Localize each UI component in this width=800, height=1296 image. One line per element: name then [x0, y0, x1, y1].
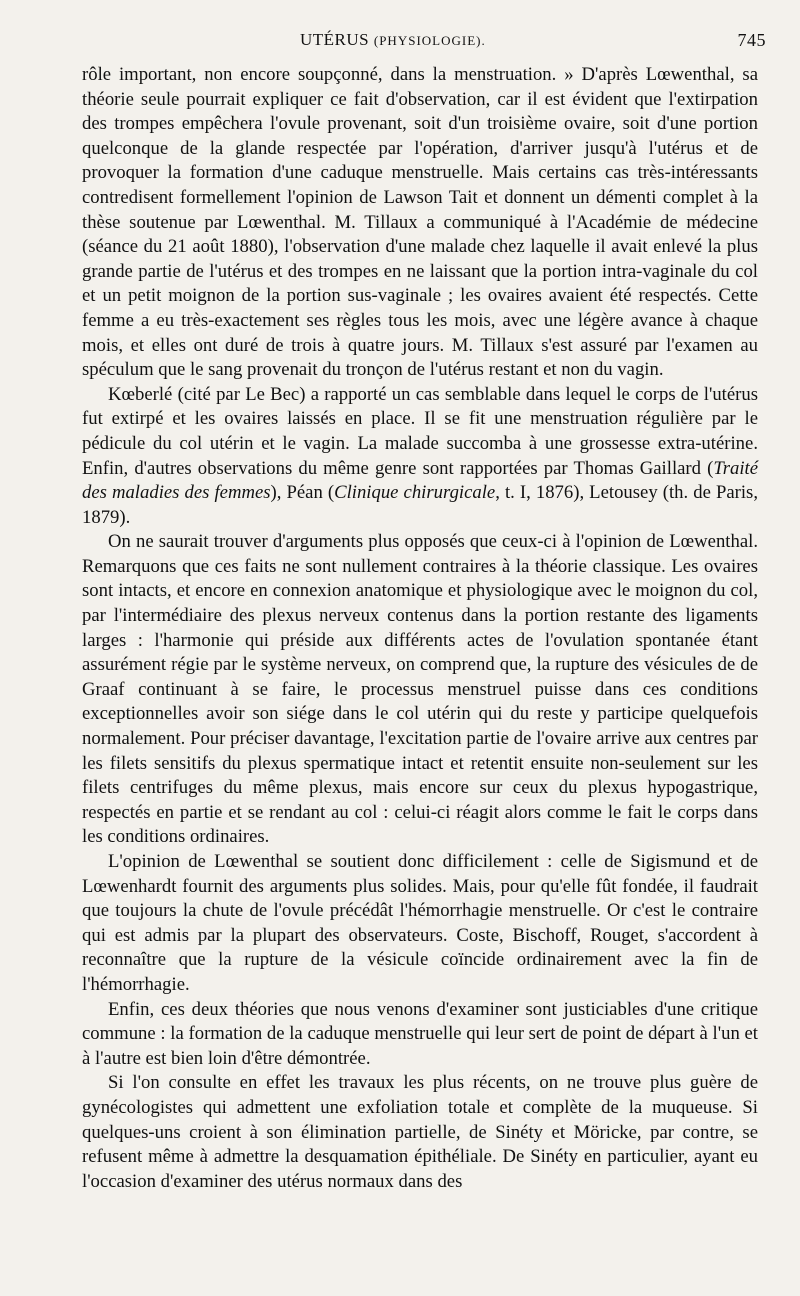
- citation-title-clinique: Clinique chirurgicale: [334, 482, 496, 504]
- paragraph-2-text-a: Kœberlé (cité par Le Bec) a rapporté un cas semblable dans lequel le corps de l'utérus fut extirpé et les ovaires laissés en place. Il se fit une menstruation régulière par le pédicule du col utérin et le vagin. La malade succomba à une grossesse extra-utérine. Enfin, d'autres observations du même genre sont rapportées par Thomas Gaillard (: [82, 383, 758, 479]
- running-title-subtitle: (PHYSIOLOGIE).: [373, 33, 486, 48]
- running-title: [300, 30, 486, 50]
- running-header: [80, 30, 766, 56]
- paragraph-6: Si l'on consulte en effet les travaux les plus récents, on ne trouve plus guère de gynécologistes qui admettent une exfoliation totale et complète de la muqueuse. Si quelques-uns croient à son élimination partielle, de Sinéty et Möricke, par contre, se refusent même à admettre la desquamation épithéliale. De Sinéty en particulier, ayant eu l'occasion d'examiner des utérus normaux dans des: [82, 1072, 758, 1192]
- page-body: [82, 63, 758, 1194]
- page-number: 745: [737, 30, 766, 50]
- paragraph-3: On ne saurait trouver d'arguments plus opposés que ceux-ci à l'opinion de Lœwenthal. Remarquons que ces faits ne sont nullement contraires à la théorie classique. Les ovaires sont intacts, et encore en connexion anatomique et physiologique avec le moignon du col, par l'intermédiaire des plexus nerveux contenus dans la portion restante des ligaments larges : l'harmonie qui préside aux différents actes de l'ovulation spontanée étant assurément régie par le système nerveux, on comprend que, la rupture des vésicules de de Graaf continuant à se faire, le processus menstruel puisse dans ces conditions exceptionnelles avoir son siége dans le col utérin qui du reste y participe quelquefois normalement. Pour préciser davantage, l'excitation partie de l'ovaire arrive aux centres par les filets sensitifs du plexus spermatique intact et retentit ensuite non-seulement sur les filets centrifuges du même plexus, mais encore sur ceux du plexus hypogastrique, respectés en partie et se rendant au col : celui-ci réagit alors comme le fait le corps dans les conditions ordinaires.: [82, 531, 758, 848]
- citation-title-traite: Traité des maladies des femmes: [82, 457, 758, 504]
- paragraph-2-text-c: , t. I, 1876), Letousey (th. de Paris, 1879).: [82, 482, 758, 528]
- paragraph-2: [82, 383, 758, 531]
- paragraph-5: Enfin, ces deux théories que nous venons d'examiner sont justiciables d'une critique commune : la formation de la caduque menstruelle qui leur sert de point de départ à l'un et à l'autre est bien loin d'être démontrée.: [82, 998, 758, 1069]
- paragraph-1: rôle important, non encore soupçonné, dans la menstruation. » D'après Lœwenthal, sa théorie seule pourrait expliquer ce fait d'observation, car il est évident que l'extirpation des trompes empêchera l'ovule provenant, soit d'un troisième ovaire, soit d'une portion quelconque de la glande respectée par l'opération, d'arriver jusqu'à l'utérus et de provoquer la formation d'une caduque menstruelle. Mais certains cas très-intéressants contredisent formellement l'opinion de Lawson Tait et donnent un démenti complet à la thèse soutenue par Lœwenthal. M. Tillaux a communiqué à l'Académie de médecine (séance du 21 août 1880), l'observation d'une malade chez laquelle il avait enlevé la plus grande partie de l'utérus et des trompes en ne laissant que la portion intra-vaginale du col et un petit moignon de la portion sus-vaginale ; les ovaires avaient été respectés. Cette femme a eu très-exactement ses règles tous les mois, avec une légère avance à chaque mois, et elles ont duré de trois à quatre jours. M. Tillaux s'est assuré par l'examen au spéculum que le sang provenait du tronçon de l'utérus restant et non du vagin.: [82, 64, 758, 381]
- paragraph-4: L'opinion de Lœwenthal se soutient donc difficilement : celle de Sigismund et de Lœwenhardt fournit des arguments plus solides. Mais, pour qu'elle fût fondée, il faudrait que toujours la chute de l'ovule précédât l'hémorrhagie menstruelle. Or c'est le contraire qui est admis par la plupart des observateurs. Coste, Bischoff, Rouget, s'accordent à reconnaître que la rupture de la vésicule coïncide ordinairement avec la fin de l'hémorrhagie.: [82, 851, 758, 995]
- paragraph-2-text-b: ), Péan (: [270, 482, 335, 504]
- running-title-main: UTÉRUS: [300, 30, 370, 49]
